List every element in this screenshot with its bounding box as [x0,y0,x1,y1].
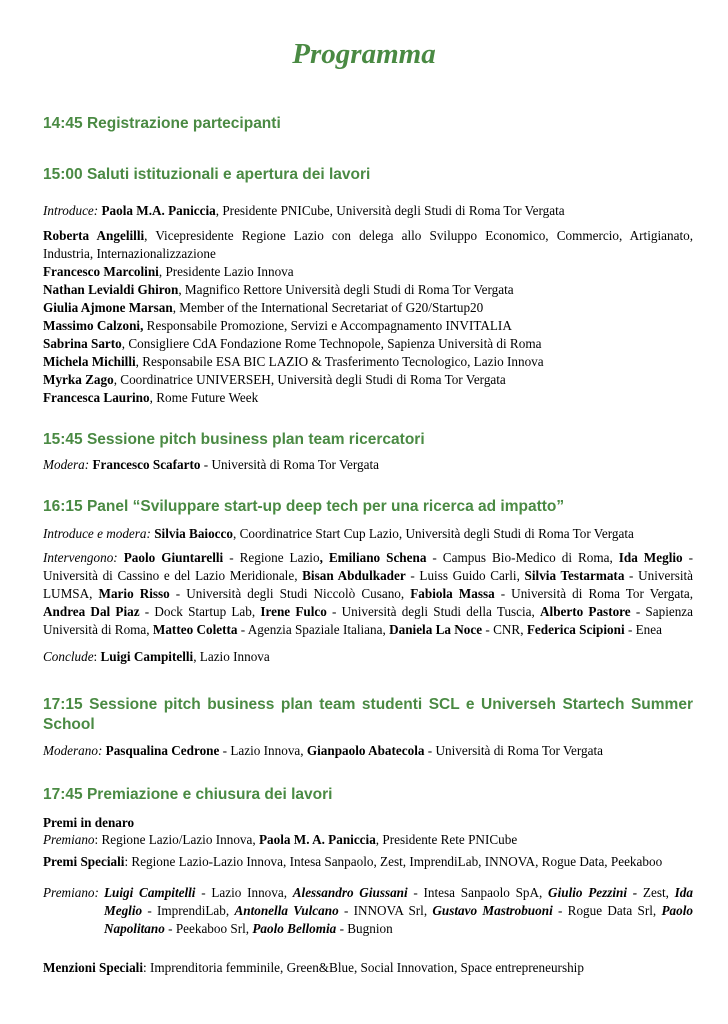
introducer-name: Paola M.A. Paniccia [101,203,216,218]
panelist-name: Alberto Pastore [540,604,631,619]
panelist-name: Andrea Dal Piaz [43,604,140,619]
speaker-name: Michela Michilli [43,354,136,369]
special-prizes-text: : Regione Lazio-Lazio Innova, Intesa Sanpaolo, Zest, ImprendiLab, INNOVA, Rogue Data, Peekaboo [124,854,663,869]
awarder-name: Giulio Pezzini - [548,885,638,900]
awarders-label: Premiano [43,832,95,847]
speaker-entry [43,227,693,263]
section-heading-registration: 14:45 Registrazione partecipanti [43,115,281,132]
speaker-role: , Consigliere CdA Fondazione Rome Technopole, Sapienza Università di Roma [121,336,542,351]
speaker-name: Giulia Ajmone Marsan [43,300,173,315]
panelist-role: - Luiss Guido Carli, [405,568,525,583]
panelist-name: Paolo Giuntarelli [123,550,224,565]
welcome-introducer [43,202,693,220]
section-heading-panel: 16:15 Panel “Sviluppare start-up deep tech per una ricerca ad impatto” [43,498,565,515]
panel-introducer [43,525,693,543]
cash-prizes-title [43,814,693,832]
panelist-role: - Campus Bio-Medico di Roma, [426,550,619,565]
moderator-role: - Università di Roma Tor Vergata [424,743,604,758]
moderator-label: Modera: [43,457,90,472]
speaker-role: , Responsabile ESA BIC LAZIO & Trasferimento Tecnologico, Lazio Innova [135,354,544,369]
introducer-label: Introduce: [43,203,99,218]
panelist-name: Fabiola Massa [410,586,495,601]
speaker-entry [43,263,693,281]
speaker-entry [43,353,693,371]
moderator-role: - Università di Roma Tor Vergata [200,457,380,472]
speaker-entry [43,299,693,317]
awarder-role: - Intesa Sanpaolo SpA, [407,885,549,900]
awarders-text: : Regione Lazio/Lazio Innova, [94,832,259,847]
speaker-name: Massimo Calzoni, [43,318,144,333]
moderator-name: Francesco Scafarto [92,457,201,472]
panelist-role: - Università degli Studi Niccolò Cusano, [169,586,411,601]
panelist-role: - Sapienza Università di Roma, [43,604,694,637]
speaker-entry [43,389,693,407]
panelist-role: - CNR, [482,622,527,637]
panel-conclusion [43,648,693,666]
conclude-label: Conclude [43,649,94,664]
awarder-name: Ida Meglio [104,885,693,918]
conclude-name: Luigi Campitelli [100,649,194,664]
section-heading-awards: 17:45 Premiazione e chiusura dei lavori [43,786,333,803]
panelist-role: - Enea [624,622,662,637]
speaker-entry [43,281,693,299]
awarder-role: - Peekaboo Srl, [164,921,253,936]
panelist-name: Irene Fulco [260,604,327,619]
panelist-name: Federica Scipioni [526,622,625,637]
panelist-role: - Università LUMSA, [43,568,694,601]
awarder-name: Alessandro Giussani [292,885,408,900]
speaker-entry [43,317,693,335]
special-awarders-label: Premiano: [43,885,99,900]
speaker-role: , Magnifico Rettore Università degli Studi di Roma Tor Vergata [178,282,514,297]
panelist-name: , Emiliano Schena [319,550,427,565]
awarder-name: Paolo Bellomia [252,921,337,936]
moderator-name: Pasqualina Cedrone [105,743,220,758]
special-awarders-list [104,884,693,938]
moderators-label: Moderano: [43,743,103,758]
awarder-name: Luigi Campitelli [104,885,196,900]
speaker-name: Francesca Laurino [43,390,150,405]
panelist-name: Mario Risso [98,586,170,601]
panelist-role: - Università di Cassino e del Lazio Meridionale, [43,550,694,583]
speaker-role: , Vicepresidente Regione Lazio con delega allo Sviluppo Economico, Commercio, Artigianato, Industria, Internazionalizzazione [43,228,693,261]
introducer-name: Silvia Baiocco [154,526,233,541]
panelist-name: Ida Meglio [618,550,683,565]
panel-speakers [43,549,693,639]
introducer-role: , Presidente PNICube, Università degli Studi di Roma Tor Vergata [215,203,565,218]
introducer-label: Introduce e modera: [43,526,151,541]
speaker-name: Roberta Angelilli [43,228,145,243]
speaker-role: , Rome Future Week [149,390,259,405]
panelist-role: - Agenzia Spaziale Italiana, [237,622,390,637]
speaker-entry [43,371,693,389]
panel-label: Intervengono: [43,550,118,565]
special-mentions-label: Menzioni Speciali [43,960,144,975]
welcome-speaker-list [43,227,693,407]
speaker-name: Nathan Levialdi Ghiron [43,282,179,297]
conclude-role: , Lazio Innova [193,649,270,664]
panelist-role: - Dock Startup Lab, [139,604,261,619]
awarder-role: - ImprendiLab, [142,903,235,918]
awarder-name: Antonella Vulcano [234,903,339,918]
awarder-role: - Lazio Innova, [195,885,293,900]
students-moderators [43,742,693,760]
awarder-name: Paolo Napolitano [104,903,693,936]
section-heading-researchers-pitch: 15:45 Sessione pitch business plan team ricercatori [43,431,425,448]
panelist-name: Daniela La Noce [389,622,483,637]
moderator-role: - Lazio Innova, [219,743,307,758]
moderator-name: Gianpaolo Abatecola [306,743,425,758]
introducer-role: , Coordinatrice Start Cup Lazio, Università degli Studi di Roma Tor Vergata [232,526,634,541]
section-heading-students-pitch: 17:15 Sessione pitch business plan team studenti SCL e Universeh Startech Summer School [43,696,693,733]
speaker-role: , Coordinatrice UNIVERSEH, Università degli Studi di Roma Tor Vergata [113,372,506,387]
panelist-name: Matteo Coletta [152,622,238,637]
awarder-role: , Presidente Rete PNICube [375,832,518,847]
speaker-name: Myrka Zago [43,372,114,387]
cash-prizes-awarders [43,831,693,849]
panelist-name: Silvia Testarmata [524,568,625,583]
speaker-name: Francesco Marcolini [43,264,159,279]
speaker-entry [43,335,693,353]
special-prizes-label: Premi Speciali [43,854,125,869]
special-mentions [43,959,693,977]
panelist-role: - Regione Lazio [223,550,320,565]
speaker-role: , Member of the International Secretariat of G20/Startup20 [172,300,484,315]
awarder-role: - Bugnion [336,921,393,936]
awarder-role: - INNOVA Srl, [338,903,433,918]
page-title: Programma [292,38,436,70]
panelist-role: - Università degli Studi della Tuscia, [326,604,541,619]
special-mentions-text: : Imprenditoria femminile, Green&Blue, Social Innovation, Space entrepreneurship [143,960,584,975]
awarder-role: - Rogue Data Srl, [552,903,662,918]
speaker-role: Responsabile Promozione, Servizi e Accompagnamento INVITALIA [143,318,512,333]
speaker-name: Sabrina Sarto [43,336,122,351]
cash-prizes-label: Premi in denaro [43,815,135,830]
awarder-name: Gustavo Mastrobuoni [432,903,553,918]
awarder-name: Paola M. A. Paniccia [258,832,376,847]
conclude-colon: : [93,649,101,664]
panelist-name: Bisan Abdulkader [302,568,406,583]
panelist-role: - Università di Roma Tor Vergata, [494,586,694,601]
researchers-moderator [43,456,693,474]
speaker-role: , Presidente Lazio Innova [158,264,294,279]
section-heading-welcome: 15:00 Saluti istituzionali e apertura dei lavori [43,166,371,183]
awarder-role: Zest, [637,885,675,900]
special-prizes [43,853,693,871]
